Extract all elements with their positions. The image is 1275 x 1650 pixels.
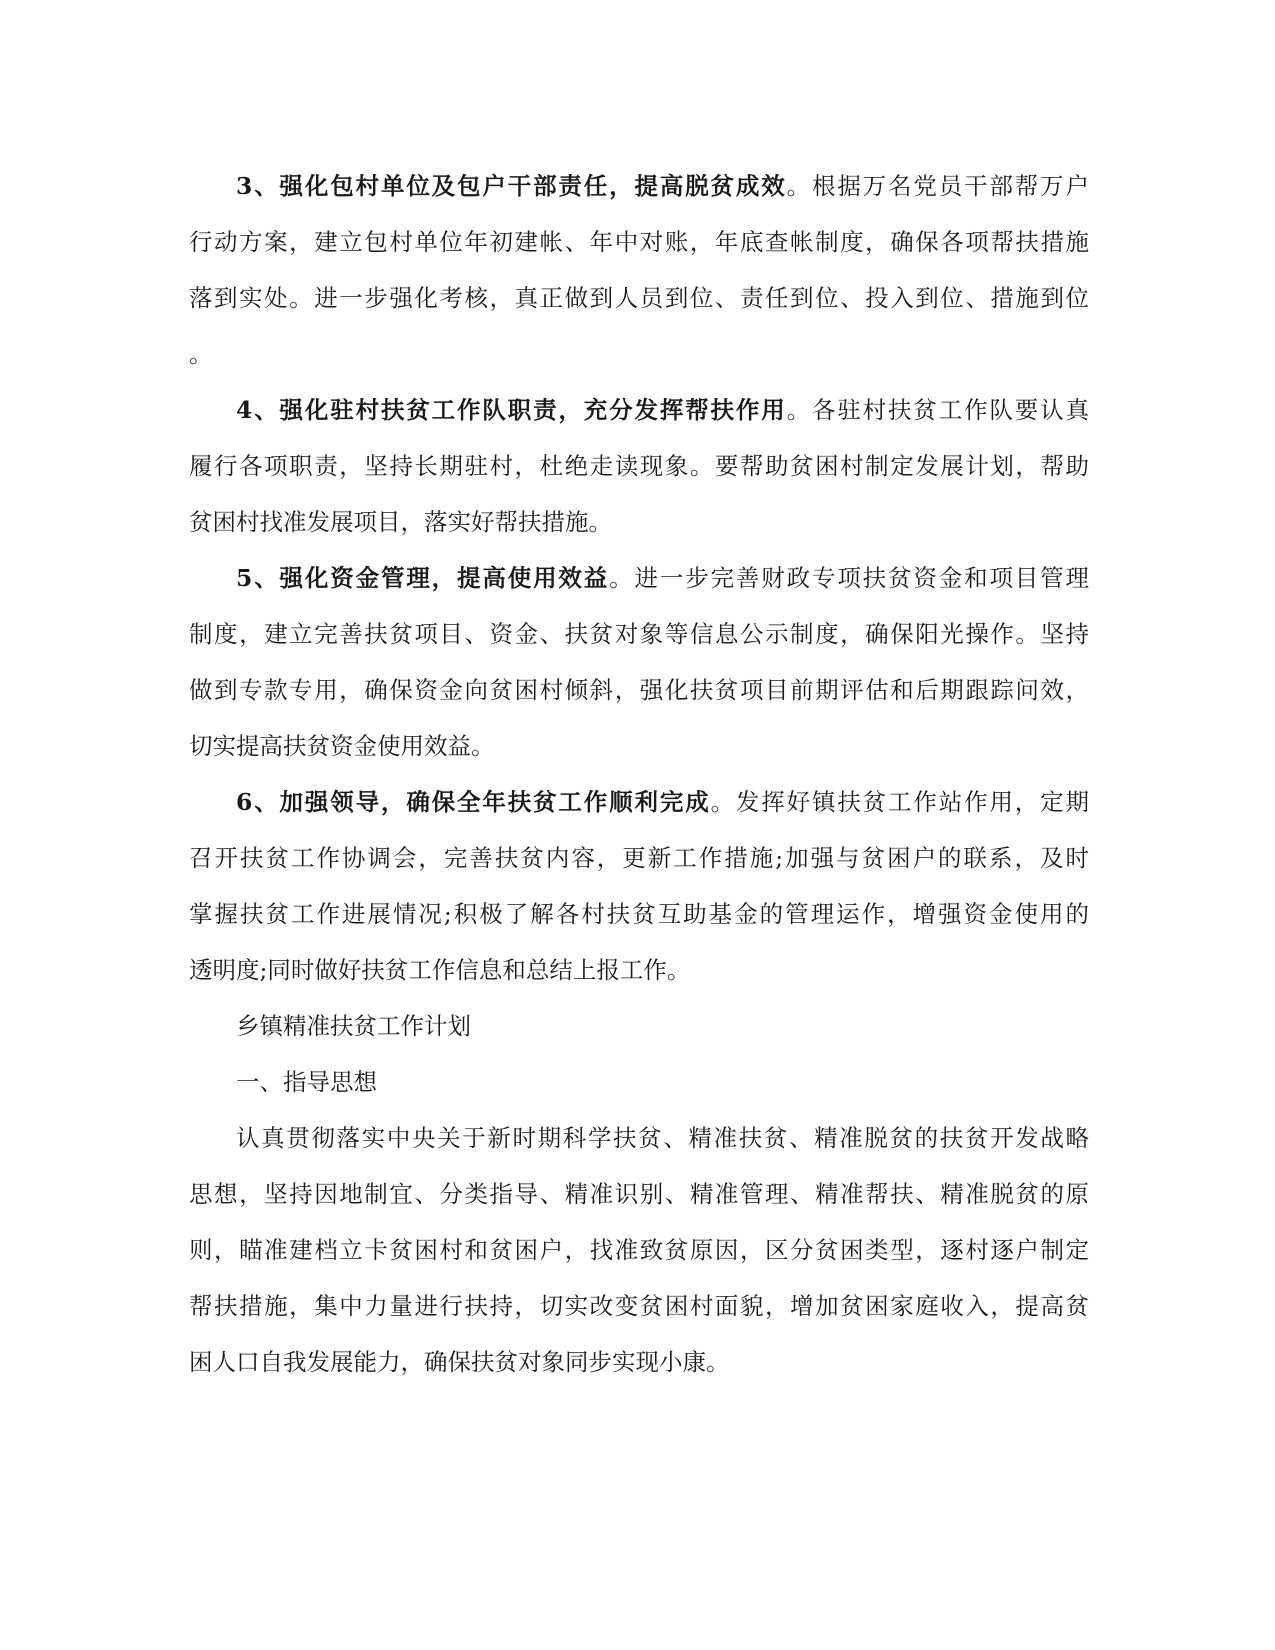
paragraph-6-heading: 6、加强领导，确保全年扶贫工作顺利完成 bbox=[236, 788, 711, 816]
paragraph-4-text: 。各驻村扶贫工作队要认真 bbox=[786, 396, 1090, 424]
paragraph-5-text: 。进一步完善财政专项扶贫资金和项目管理 bbox=[609, 564, 1090, 592]
paragraph-3-line-2: 行动方案，建立包村单位年初建帐、年中对账，年底查帐制度，确保各项帮扶措施 bbox=[189, 228, 1089, 256]
paragraph-4-heading: 4、强化驻村扶贫工作队职责，充分发挥帮扶作用 bbox=[236, 396, 787, 424]
paragraph-6-line-3: 掌握扶贫工作进展情况;积极了解各村扶贫互助基金的管理运作，增强资金使用的 bbox=[189, 900, 1089, 928]
paragraph-3-text: 。根据万名党员干部帮万户 bbox=[786, 172, 1090, 200]
paragraph-5-line-4: 切实提高扶贫资金使用效益。 bbox=[189, 732, 495, 760]
paragraph-6-line-1 bbox=[236, 786, 1089, 818]
paragraph-3-line-1 bbox=[236, 170, 1089, 202]
paragraph-6-line-4: 透明度;同时做好扶贫工作信息和总结上报工作。 bbox=[189, 956, 691, 984]
section-1-line-1: 认真贯彻落实中央关于新时期科学扶贫、精准扶贫、精准脱贫的扶贫开发战略 bbox=[236, 1124, 1089, 1152]
paragraph-5-heading: 5、强化资金管理，提高使用效益 bbox=[236, 564, 610, 592]
paragraph-6-line-2: 召开扶贫工作协调会，完善扶贫内容，更新工作措施;加强与贫困户的联系，及时 bbox=[189, 844, 1089, 872]
section-1-line-3: 则，瞄准建档立卡贫困村和贫困户，找准致贫原因，区分贫困类型，逐村逐户制定 bbox=[189, 1236, 1089, 1264]
paragraph-6-text: 。发挥好镇扶贫工作站作用，定期 bbox=[710, 788, 1090, 816]
paragraph-4-line-3: 贫困村找准发展项目，落实好帮扶措施。 bbox=[189, 508, 612, 536]
paragraph-3-line-4: 。 bbox=[189, 340, 213, 368]
plan-title: 乡镇精准扶贫工作计划 bbox=[236, 1012, 471, 1040]
section-1-title: 一、指导思想 bbox=[236, 1068, 377, 1096]
section-1-line-5: 困人口自我发展能力，确保扶贫对象同步实现小康。 bbox=[189, 1348, 730, 1376]
paragraph-5-line-3: 做到专款专用，确保资金向贫困村倾斜，强化扶贫项目前期评估和后期跟踪问效， bbox=[189, 676, 1089, 704]
paragraph-5-line-2: 制度，建立完善扶贫项目、资金、扶贫对象等信息公示制度，确保阳光操作。坚持 bbox=[189, 620, 1089, 648]
paragraph-3-heading: 3、强化包村单位及包户干部责任，提高脱贫成效 bbox=[236, 172, 787, 200]
section-1-line-4: 帮扶措施，集中力量进行扶持，切实改变贫困村面貌，增加贫困家庭收入，提高贫 bbox=[189, 1292, 1089, 1320]
paragraph-4-line-2: 履行各项职责，坚持长期驻村，杜绝走读现象。要帮助贫困村制定发展计划，帮助 bbox=[189, 452, 1089, 480]
paragraph-5-line-1 bbox=[236, 562, 1089, 594]
paragraph-4-line-1 bbox=[236, 394, 1089, 426]
paragraph-3-line-3: 落到实处。进一步强化考核，真正做到人员到位、责任到位、投入到位、措施到位 bbox=[189, 284, 1089, 312]
section-1-line-2: 思想，坚持因地制宜、分类指导、精准识别、精准管理、精准帮扶、精准脱贫的原 bbox=[189, 1180, 1089, 1208]
